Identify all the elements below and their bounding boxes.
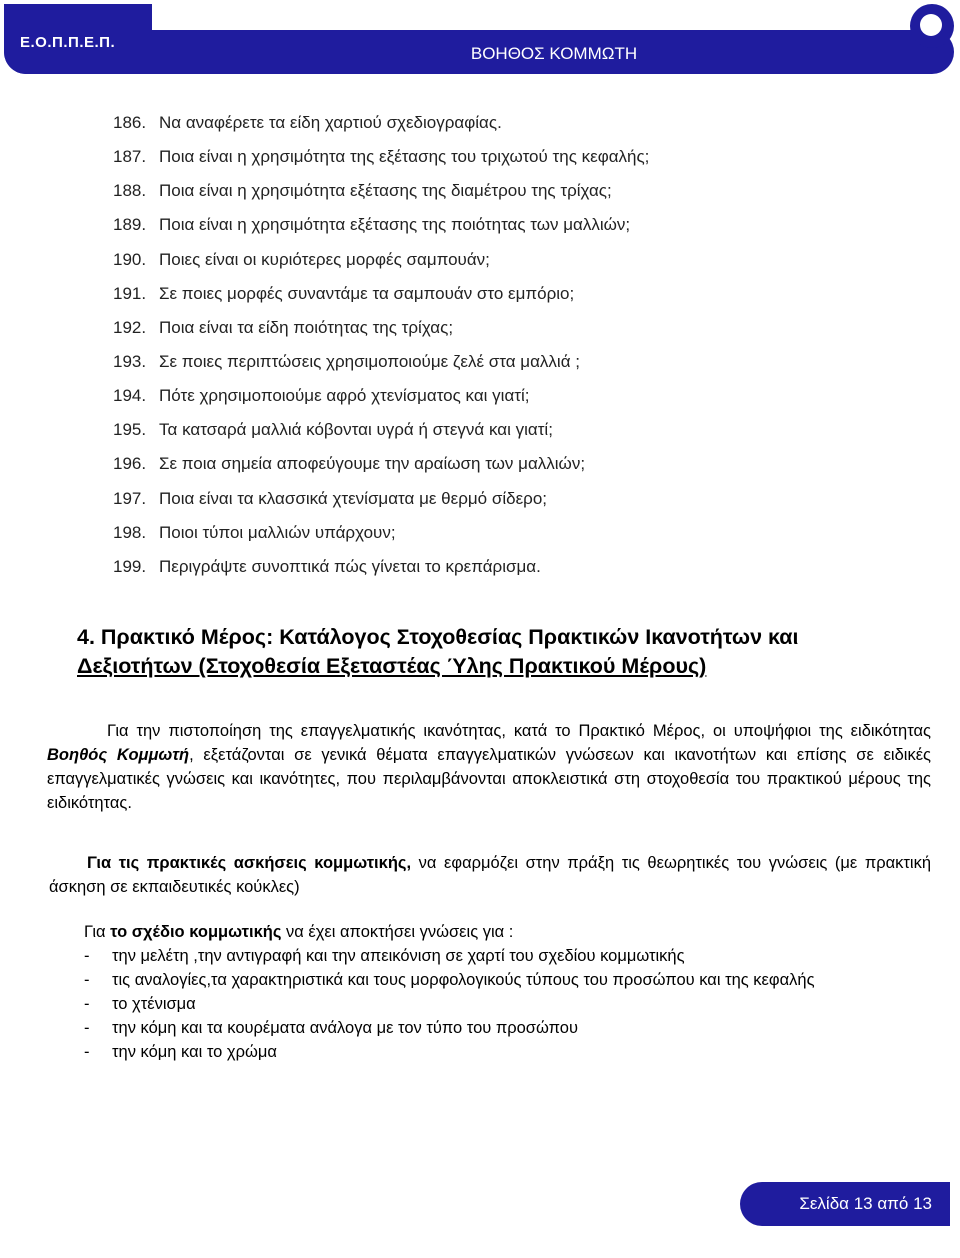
section-heading-line1: 4. Πρακτικό Μέρος: Κατάλογος Στοχοθεσίας Πρακτικών Ικανοτήτων και bbox=[77, 625, 799, 649]
page-header bbox=[4, 4, 954, 74]
question-text: Ποια είναι η χρησιμότητα εξέτασης της διαμέτρου της τρίχας; bbox=[159, 181, 612, 201]
dash-bullet: - bbox=[84, 995, 90, 1013]
list-item bbox=[113, 318, 649, 352]
design-text-before: Για bbox=[84, 923, 111, 941]
question-number: 199. bbox=[113, 556, 147, 576]
specialty-name: Βοηθός Κομμωτή bbox=[47, 746, 190, 764]
list-item bbox=[84, 968, 934, 992]
list-item bbox=[84, 1016, 934, 1040]
header-title: ΒΟΗΘΟΣ ΚΟΜΜΩΤΗ bbox=[470, 44, 638, 63]
question-number: 198. bbox=[113, 522, 147, 542]
question-number: 192. bbox=[113, 317, 147, 337]
list-item bbox=[113, 250, 649, 284]
list-item bbox=[84, 944, 934, 968]
list-item-text: την μελέτη ,την αντιγραφή και την απεικόνιση σε χαρτί του σχεδίου κομμωτικής bbox=[112, 947, 685, 965]
question-number: 197. bbox=[113, 488, 147, 508]
intro-text-after: , εξετάζονται σε γενικά θέματα επαγγελματικών γνώσεων και ικανοτήτων και επίσης σε ειδικές επαγγελματικές γνώσεις και ικανότητες, που περιλαμβάνονται αποκλειστικά στη στοχοθεσία του πρακτικού μέρους της ειδικότητας. bbox=[47, 746, 932, 812]
question-number: 196. bbox=[113, 454, 147, 474]
question-text: Να αναφέρετε τα είδη χαρτιού σχεδιογραφίας. bbox=[159, 113, 502, 132]
question-number: 193. bbox=[113, 351, 147, 371]
question-text: Περιγράψτε συνοπτικά πώς γίνεται το κρεπάρισμα. bbox=[159, 556, 541, 576]
question-number: 187. bbox=[113, 147, 147, 167]
section-heading bbox=[77, 623, 897, 681]
list-item bbox=[84, 1040, 934, 1064]
question-text: Ποια είναι η χρησιμότητα εξέτασης της ποιότητας των μαλλιών; bbox=[159, 215, 631, 235]
intro-paragraph bbox=[47, 719, 931, 815]
dash-bullet: - bbox=[84, 1019, 90, 1037]
list-item-text: τις αναλογίες,τα χαρακτηριστικά και τους μορφολογικούς τύπους του προσώπου και της κεφαλής bbox=[112, 971, 815, 989]
question-number: 186. bbox=[113, 113, 147, 132]
list-item bbox=[113, 352, 649, 386]
list-item bbox=[84, 992, 934, 1016]
list-item bbox=[113, 113, 649, 147]
question-number: 195. bbox=[113, 420, 147, 440]
list-item bbox=[113, 454, 649, 488]
question-list bbox=[113, 113, 649, 591]
question-text: Ποιοι τύποι μαλλιών υπάρχουν; bbox=[159, 522, 396, 542]
question-text: Τα κατσαρά μαλλιά κόβονται υγρά ή στεγνά και γιατί; bbox=[159, 420, 553, 440]
design-text-after: να έχει αποκτήσει γνώσεις για : bbox=[281, 923, 514, 941]
practical-exercises-lead: Για τις πρακτικές ασκήσεις κομμωτικής, bbox=[87, 854, 412, 872]
design-lead: το σχέδιο κομμωτικής bbox=[110, 923, 282, 941]
question-number: 191. bbox=[113, 283, 147, 303]
list-item bbox=[113, 386, 649, 420]
question-text: Ποια είναι τα είδη ποιότητας της τρίχας; bbox=[159, 317, 454, 337]
question-text: Ποια είναι η χρησιμότητα της εξέτασης του τριχωτού της κεφαλής; bbox=[159, 147, 650, 167]
question-text: Σε ποιες περιπτώσεις χρησιμοποιούμε ζελέ στα μαλλιά ; bbox=[159, 351, 580, 371]
list-item bbox=[113, 215, 649, 249]
question-text: Σε ποια σημεία αποφεύγουμε την αραίωση των μαλλιών; bbox=[159, 454, 586, 474]
section-heading-line2: Δεξιοτήτων (Στοχοθεσία Εξεταστέας Ύλης Πρακτικού Μέρους) bbox=[77, 654, 707, 678]
list-item bbox=[113, 181, 649, 215]
page-number: Σελίδα 13 από 13 bbox=[799, 1194, 932, 1213]
intro-text-before: Για την πιστοποίηση της επαγγελματικής ικανότητας, κατά το Πρακτικό Μέρος, οι υποψήφιοι της ειδικότητας bbox=[107, 722, 931, 740]
dash-bullet: - bbox=[84, 947, 90, 965]
question-text: Ποιες είναι οι κυριότερες μορφές σαμπουάν; bbox=[159, 249, 490, 269]
question-number: 190. bbox=[113, 249, 147, 269]
list-item-text: την κόμη και τα κουρέματα ανάλογα με τον τύπο του προσώπου bbox=[112, 1019, 578, 1037]
header-round-cap bbox=[910, 4, 954, 48]
list-item bbox=[113, 489, 649, 523]
list-item bbox=[113, 147, 649, 181]
list-item bbox=[113, 284, 649, 318]
list-item-text: την κόμη και το χρώμα bbox=[112, 1043, 277, 1061]
question-number: 189. bbox=[113, 215, 147, 235]
list-item bbox=[113, 523, 649, 557]
list-item bbox=[113, 557, 649, 591]
question-number: 188. bbox=[113, 181, 147, 201]
dash-bullet: - bbox=[84, 971, 90, 989]
question-text: Πότε χρησιμοποιούμε αφρό χτενίσματος και γιατί; bbox=[159, 386, 530, 406]
design-paragraph bbox=[84, 920, 934, 944]
question-text: Ποια είναι τα κλασσικά χτενίσματα με θερμό σίδερο; bbox=[159, 488, 548, 508]
knowledge-list bbox=[84, 944, 934, 1064]
practical-exercises-paragraph bbox=[49, 851, 931, 899]
list-item-text: το χτένισμα bbox=[112, 995, 196, 1013]
dash-bullet: - bbox=[84, 1043, 90, 1061]
page-footer bbox=[740, 1182, 950, 1226]
question-text: Σε ποιες μορφές συναντάμε τα σαμπουάν στο εμπόριο; bbox=[159, 283, 575, 303]
question-number: 194. bbox=[113, 386, 147, 406]
header-org: Ε.Ο.Π.Π.Ε.Π. bbox=[20, 34, 116, 51]
practical-exercises-text: να εφαρμόζει στην πράξη τις θεωρητικές του γνώσεις (με πρακτική άσκηση σε εκπαιδευτικές κούκλες) bbox=[49, 854, 932, 896]
header-notch bbox=[152, 4, 954, 30]
list-item bbox=[113, 420, 649, 454]
